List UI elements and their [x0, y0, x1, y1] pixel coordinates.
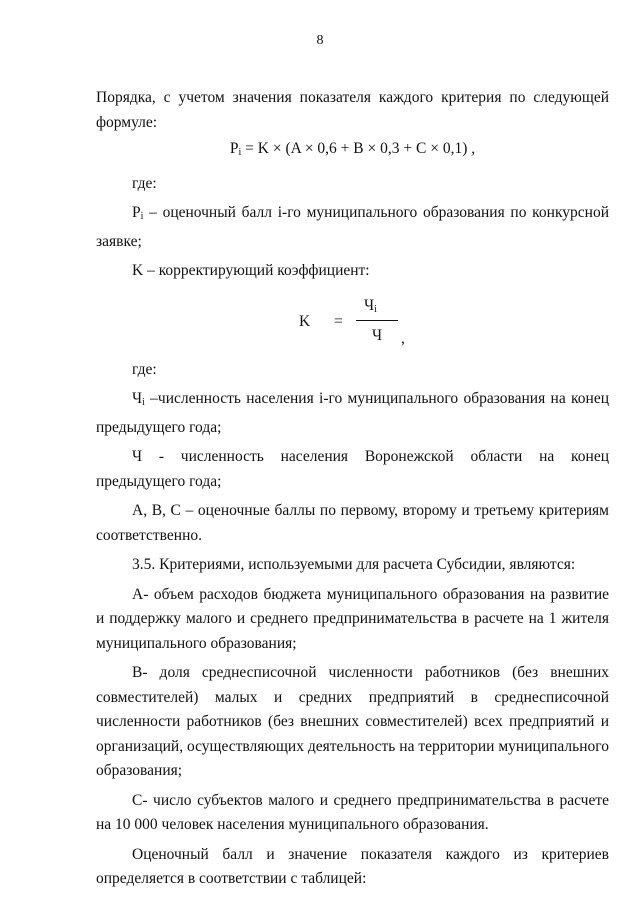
k-formula-denominator: Ч — [372, 326, 383, 344]
k-formula-numerator — [364, 294, 377, 323]
formula-lhs-subscript: i — [238, 147, 242, 158]
definition-chi — [96, 387, 609, 440]
formula-k — [96, 284, 609, 358]
definition-abc: A, B, C – оценочные баллы по первому, второму и третьему критериям соответственно. — [96, 502, 609, 544]
definition-chi-symbol: Ч — [132, 390, 143, 407]
definition-chi-subscript: i — [142, 397, 145, 408]
formula-lhs: P — [229, 140, 239, 157]
definition-chi-text: –численность населения i-го муниципального образования на конец предыдущего года; — [96, 390, 609, 436]
page-number: 8 — [316, 33, 324, 48]
paragraph-intro: Порядка, с учетом значения показателя каждого критерия по следующей формуле: — [96, 89, 609, 131]
definition-k: K – корректирующий коэффициент: — [132, 262, 370, 279]
criterion-b: B- доля среднесписочной численности работников (без внешних совместителей) малых и средних предприятий в среднесписочной численности работников (без внешних совместителей) всех предприятий и организаций, осуществляющих деятельность на территории муниципального образования; — [96, 664, 609, 779]
criterion-c: C- число субъектов малого и среднего предпринимательства в расчете на 10 000 человек населения муниципального образования. — [96, 791, 609, 833]
formula-rhs: = K × (A × 0,6 + B × 0,3 + C × 0,1) , — [245, 140, 476, 157]
document-body — [96, 86, 609, 892]
definition-pi-text: – оценочный балл i-го муниципального образования по конкурсной заявке; — [96, 204, 609, 250]
where-label-2: где: — [132, 360, 157, 378]
section-3-5: 3.5. Критериями, используемыми для расчета Субсидии, являются: — [132, 556, 576, 573]
closing-paragraph: Оценочный балл и значение показателя каждого из критериев определяется в соответствии с таблицей: — [96, 845, 609, 887]
k-formula-lhs: K — [299, 312, 311, 330]
k-numerator-subscript: i — [374, 303, 377, 315]
where-label-1: где: — [132, 174, 157, 192]
definition-ch: Ч - численность населения Воронежской области на конец предыдущего года; — [96, 448, 609, 490]
k-formula-equals: = — [334, 312, 343, 330]
definition-pi-subscript: i — [140, 211, 144, 222]
k-numerator-symbol: Ч — [364, 296, 375, 314]
k-formula-comma: , — [401, 329, 405, 347]
definition-pi-symbol: P — [132, 204, 141, 221]
fraction-bar — [356, 320, 398, 321]
criterion-a: A- объем расходов бюджета муниципального образования на развитие и поддержку малого и среднего предпринимательства в расчете на 1 жителя муниципального образования; — [96, 585, 609, 652]
definition-pi — [96, 201, 609, 254]
formula-pi — [96, 137, 609, 166]
